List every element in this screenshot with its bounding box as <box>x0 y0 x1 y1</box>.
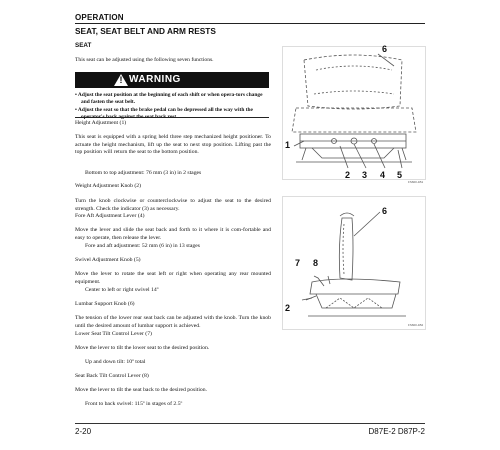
warning-label: WARNING <box>129 74 181 85</box>
callout-3: 3 <box>362 170 368 180</box>
callout-4: 4 <box>380 170 386 180</box>
callout-6-bottom: 6 <box>382 206 388 216</box>
callout-2-bottom: 2 <box>285 303 291 313</box>
seat-tilt-body: Move the lever to tilt the lower seat to the desired position. <box>75 345 210 351</box>
seat-tilt-title: Lower Seat Tilt Control Lever (7) <box>75 331 152 337</box>
seat-side-illustration <box>282 196 426 330</box>
figure-code: FS600-1B1 <box>408 180 424 184</box>
back-tilt-spec: Front to back swivel: 115º in stages of 2.5º <box>85 401 183 407</box>
callout-7: 7 <box>295 258 301 268</box>
height-body: This seat is equipped with a spring held three step mechanized height positioner. To actuate the height mechanism, lift up the seat to next stop position. Lifting past the top position will return the seat to the bottom position. <box>75 134 271 156</box>
header-rule <box>75 23 425 24</box>
callout-5: 5 <box>397 170 403 180</box>
swivel-spec: Center to left or right swivel 14º <box>85 287 159 293</box>
fore-aft-spec: Fore and aft adjustment: 52 mm (6 in) in 13 stages <box>85 243 200 249</box>
weight-body: Turn the knob clockwise or counterclockwise to adjust the seat to the desired strength. Check the indicator (3) as necessary. <box>75 198 271 212</box>
footer-rule <box>75 423 425 424</box>
warning-icon-exclamation: ! <box>119 75 123 85</box>
warning-rule <box>75 117 269 118</box>
page-number: 2-20 <box>75 427 92 436</box>
callout-6: 6 <box>382 44 388 54</box>
weight-title: Weight Adjustment Knob (2) <box>75 183 142 189</box>
swivel-title: Swivel Adjustment Knob (5) <box>75 257 141 263</box>
warning-item: • Adjust the seat position at the beginning of each shift or when opera-tors change and fasten the seat belt. <box>75 92 263 106</box>
seat-base-illustration <box>282 46 426 180</box>
swivel-body: Move the lever to rotate the seat left or right when operating any rear mounted equipment. <box>75 271 271 285</box>
callout-8: 8 <box>313 258 319 268</box>
subsection-title: SEAT <box>75 42 92 49</box>
height-title: Height Adjustment (1) <box>75 120 127 126</box>
back-tilt-title: Seat Back Tilt Control Lever (8) <box>75 373 149 379</box>
callout-2: 2 <box>345 170 351 180</box>
page-title: SEAT, SEAT BELT AND ARM RESTS <box>75 26 216 36</box>
height-spec: Bottom to top adjustment: 76 mm (3 in) in 2 stages <box>85 170 202 176</box>
intro-text: This seat can be adjusted using the following seven functions. <box>75 57 214 63</box>
section-heading: OPERATION <box>75 13 124 22</box>
callout-1: 1 <box>285 140 291 150</box>
seat-tilt-spec: Up and down tilt: 10º total <box>85 359 146 365</box>
figure-code: FS600-1B2 <box>408 323 424 327</box>
lumbar-title: Lumbar Support Knob (6) <box>75 301 135 307</box>
model-number: D87E-2 D87P-2 <box>368 427 425 436</box>
warning-item: • Adjust the seat so that the brake pedal can be depressed all the way with the <box>75 106 253 113</box>
fore-aft-body: Move the lever and slide the seat back and forth to it where it is com-fortable and easy to operate, then release the lever. <box>75 227 271 241</box>
fore-aft-title: Fore Aft Adjustment Lever (4) <box>75 213 145 219</box>
back-tilt-body: Move the lever to tilt the seat back to the desired position. <box>75 387 208 393</box>
lumbar-body: The tension of the lower rear seat back can be adjusted with the knob. Turn the knob until the desired amount of lumbar support is achieved. <box>75 315 271 329</box>
